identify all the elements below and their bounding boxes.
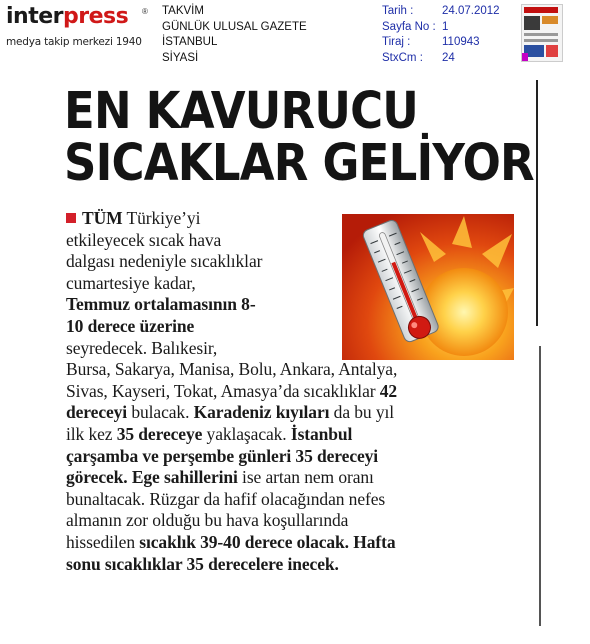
stat-row-circulation: [382, 35, 522, 51]
article-text: bulacak.: [127, 402, 194, 423]
stat-row-date: [382, 4, 522, 20]
article-text: ise artan nem oranı: [237, 467, 374, 488]
column-rule: [539, 346, 541, 626]
column-rule: [536, 80, 538, 326]
article-text-bold: 10 derece üzerine: [66, 315, 195, 336]
stat-value: 1: [442, 20, 449, 33]
stat-label: Sayfa No :: [382, 20, 436, 33]
article-lead: TÜM: [82, 208, 123, 228]
article-text-bold: görecek. Ege sahillerini: [66, 467, 238, 488]
article-line: [66, 467, 516, 489]
article-line: [66, 359, 516, 381]
article-text: hissedilen: [66, 531, 140, 552]
logo-word-inter: inter: [6, 4, 63, 29]
article-text: cumartesiye kadar,: [66, 272, 196, 293]
article-line: [66, 424, 516, 446]
stat-label: Tarih :: [382, 5, 414, 17]
article-text-bold: çarşamba ve perşembe günleri 35 dereceyi: [66, 445, 379, 466]
clipping-stats: [382, 4, 522, 66]
article-text-bold: 35 dereceye: [116, 423, 203, 444]
article-text-bold: sıcaklık 39-40 derece olacak. Hafta: [139, 531, 396, 552]
article-text: etkileyecek sıcak hava: [66, 229, 222, 250]
stat-value: 24.07.2012: [442, 5, 500, 17]
headline-line: SICAKLAR GELİYOR: [64, 132, 534, 193]
article-text: Sivas, Kayseri, Tokat, Amasya’da sıcaklıklar: [66, 380, 380, 401]
page-thumbnail[interactable]: [521, 4, 563, 62]
article-line: [66, 402, 516, 424]
article-text: Türkiye’yi: [122, 208, 201, 228]
publication-city: İSTANBUL: [162, 36, 218, 48]
publication-name: TAKVİM: [162, 5, 204, 17]
article-text-bold: Temmuz ortalamasının 8-: [66, 294, 256, 315]
stat-value: 110943: [442, 36, 480, 48]
article-text-bold: Karadeniz kıyıları: [193, 402, 330, 423]
publication-info: [162, 4, 307, 66]
article-text-bold: sonu sıcaklıklar 35 derecelere inecek.: [66, 553, 339, 574]
publication-type: GÜNLÜK ULUSAL GAZETE: [162, 20, 307, 33]
article-line: [66, 273, 516, 295]
article-text: Bursa, Sakarya, Manisa, Bolu, Ankara, Antalya,: [66, 359, 398, 380]
article-line: [66, 554, 516, 576]
article-line: [66, 338, 516, 360]
article-line: [66, 381, 516, 403]
article-line: [66, 316, 516, 338]
article-text: ilk kez: [66, 423, 117, 444]
article-line: [66, 208, 516, 230]
article-text: da bu yıl: [329, 402, 395, 423]
article-body: [66, 208, 516, 575]
stat-label: StxCm :: [382, 51, 423, 64]
logo-wordmark: [6, 4, 128, 30]
registered-mark: ®: [142, 7, 148, 16]
article-line: [66, 532, 516, 554]
article-text-bold: dereceyi: [66, 402, 128, 423]
publication-section: SİYASİ: [162, 51, 199, 64]
article-text-bold: İstanbul: [290, 423, 353, 444]
article-text-bold: 42: [379, 380, 398, 401]
stat-label: Tiraj :: [382, 36, 411, 48]
article-text: seyredecek. Balıkesir,: [66, 337, 218, 358]
headline: [64, 80, 534, 193]
stat-value: 24: [442, 51, 455, 64]
interpress-logo: [6, 4, 146, 48]
article-line: [66, 489, 516, 511]
article-line: [66, 230, 516, 252]
article-text: yaklaşacak.: [202, 423, 291, 444]
article-line: [66, 510, 516, 532]
article-line: [66, 446, 516, 468]
stat-row-stxcm: [382, 51, 522, 67]
stat-row-page: [382, 20, 522, 36]
bullet-square-icon: [66, 213, 76, 223]
article-text: almanın zor olduğu bu hava koşullarında: [66, 510, 349, 531]
logo-tagline: medya takip merkezi 1940: [6, 36, 142, 48]
article-line: [66, 251, 516, 273]
article-text: bunaltacak. Rüzgar da hafif olacağından nefes: [66, 488, 386, 509]
logo-word-press: press: [63, 4, 129, 29]
headline-line: EN KAVURUCU: [64, 80, 419, 141]
article-text: dalgası nedeniyle sıcaklıklar: [66, 251, 263, 272]
article-line: [66, 294, 516, 316]
